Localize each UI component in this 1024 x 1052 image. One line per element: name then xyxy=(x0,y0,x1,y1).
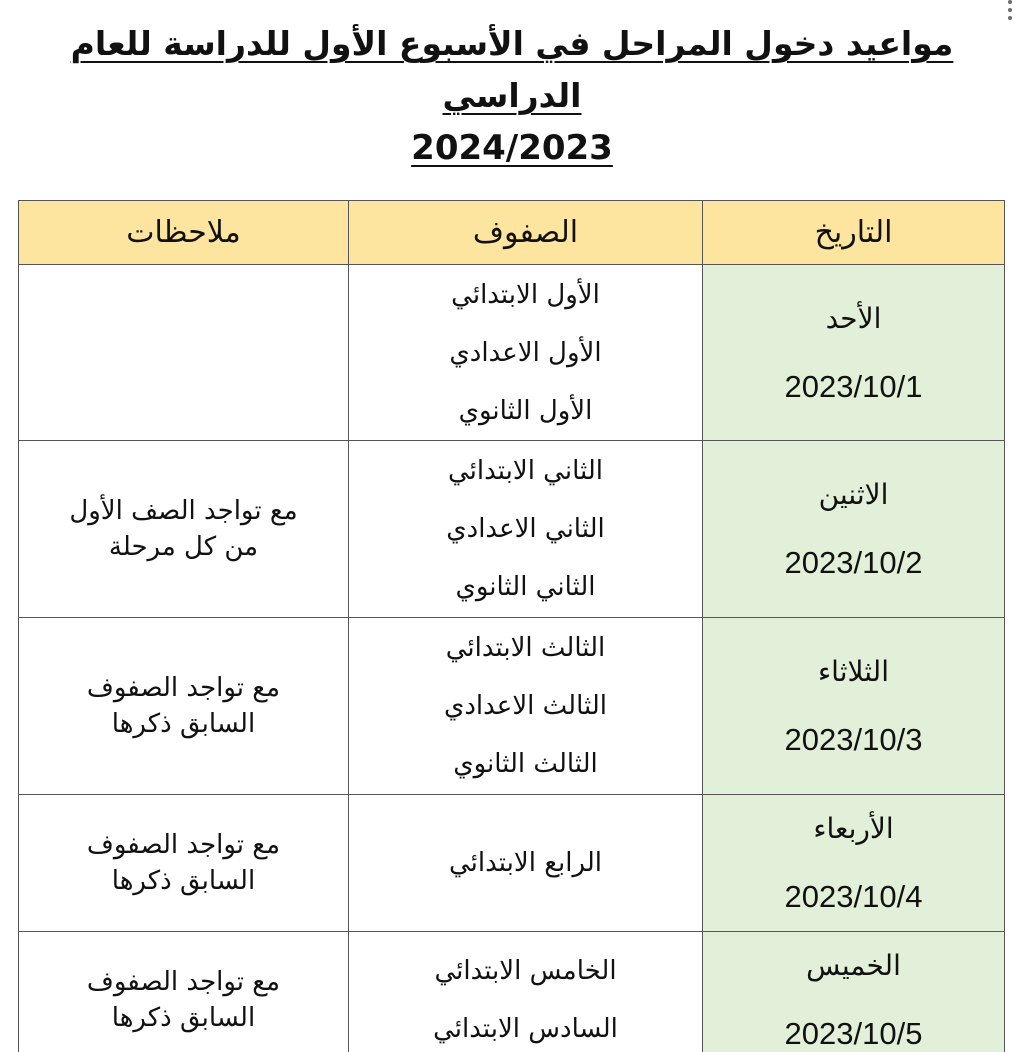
note-line: مع تواجد الصف الأول xyxy=(69,496,298,526)
grade-item: الثالث الابتدائي xyxy=(445,633,606,663)
day-label: الاثنين xyxy=(818,478,889,511)
notes-cell xyxy=(19,441,349,618)
header-date: التاريخ xyxy=(703,201,1005,265)
title-line: مواعيد دخول المراحل في الأسبوع الأول للدراسة للعام الدراسي xyxy=(70,24,954,115)
note-line: مع تواجد الصفوف xyxy=(86,967,281,997)
table-row xyxy=(19,265,1005,441)
grade-item: الأول الابتدائي xyxy=(451,279,600,310)
date-value: 2023/10/5 xyxy=(784,1016,923,1051)
date-value: 2023/10/3 xyxy=(784,722,923,757)
notes-cell xyxy=(19,265,349,441)
grades-cell xyxy=(349,618,703,795)
note-line: مع تواجد الصفوف xyxy=(86,673,281,703)
grades-cell xyxy=(349,932,703,1052)
more-vertical-icon[interactable] xyxy=(1004,0,1016,22)
note-line: من كل مرحلة xyxy=(108,532,259,562)
grade-item: الثاني الاعدادي xyxy=(446,514,605,544)
table-header-row xyxy=(19,201,1005,265)
grade-item: الأول الاعدادي xyxy=(449,337,602,368)
day-label: الثلاثاء xyxy=(818,655,889,688)
schedule-table xyxy=(18,200,1005,1052)
day-label: الأربعاء xyxy=(813,812,894,845)
date-value: 2023/10/2 xyxy=(784,545,923,580)
day-label: الخميس xyxy=(806,949,901,982)
table-row xyxy=(19,795,1005,932)
grades-cell xyxy=(349,265,703,441)
grade-item: الرابع الابتدائي xyxy=(449,848,602,878)
date-cell xyxy=(703,795,1005,932)
note-line: السابق ذكرها xyxy=(111,1003,256,1033)
date-cell xyxy=(703,265,1005,441)
notes-cell xyxy=(19,932,349,1052)
note-line: السابق ذكرها xyxy=(111,709,256,739)
grade-item: الثالث الثانوي xyxy=(453,749,598,779)
grades-cell xyxy=(349,795,703,932)
notes-cell xyxy=(19,618,349,795)
header-notes: ملاحظات xyxy=(19,201,349,265)
title-year: 2024/2023 xyxy=(411,128,613,168)
table-row xyxy=(19,932,1005,1052)
date-cell xyxy=(703,618,1005,795)
date-value: 2023/10/4 xyxy=(784,879,923,914)
grade-item: الخامس الابتدائي xyxy=(434,956,617,986)
date-value: 2023/10/1 xyxy=(784,368,923,404)
page-title xyxy=(40,18,984,174)
grade-item: السادس الابتدائي xyxy=(433,1014,618,1044)
day-label: الأحد xyxy=(825,301,882,335)
grade-item: الأول الثانوي xyxy=(458,395,593,426)
notes-cell xyxy=(19,795,349,932)
date-cell xyxy=(703,932,1005,1052)
header-grades: الصفوف xyxy=(349,201,703,265)
note-line: السابق ذكرها xyxy=(111,866,256,896)
grades-cell xyxy=(349,441,703,618)
date-cell xyxy=(703,441,1005,618)
note-line: مع تواجد الصفوف xyxy=(86,830,281,860)
table-row xyxy=(19,441,1005,618)
table-row xyxy=(19,618,1005,795)
grade-item: الثالث الاعدادي xyxy=(444,691,607,721)
grade-item: الثاني الابتدائي xyxy=(448,456,603,486)
grade-item: الثاني الثانوي xyxy=(455,572,596,602)
